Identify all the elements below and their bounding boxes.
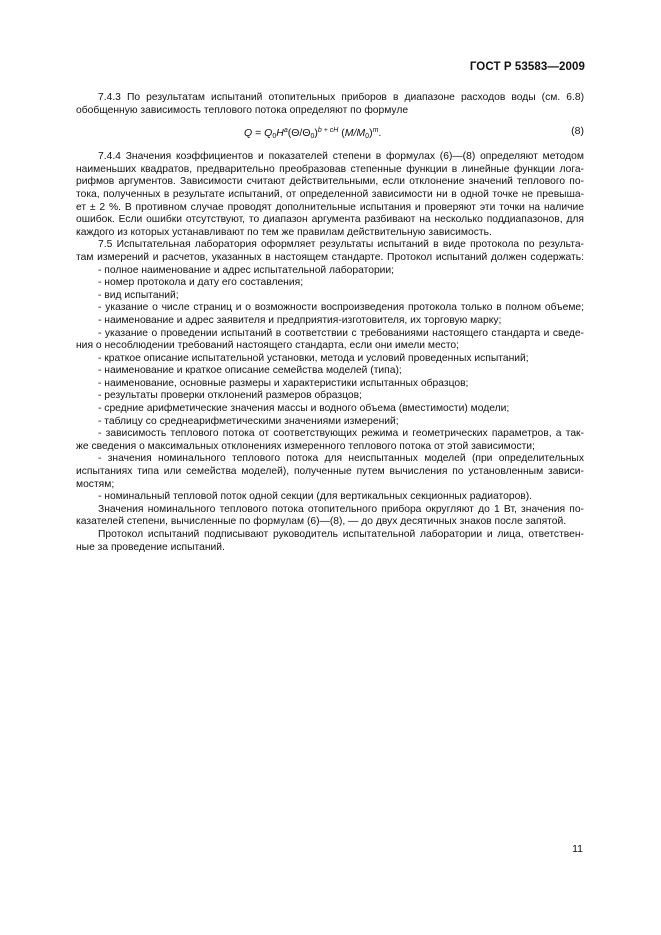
text-line: тока, полученных в результате испытаний, от определенной зависимости ни в одной точке не превыша-: [76, 188, 584, 200]
text-line: обобщенную зависимость теплового потока определяют по формуле: [76, 104, 409, 116]
text-line: ошибок. Если ошибки отсутствуют, то диапазон аргумента разбивают на несколько поддиапазонов, для: [76, 214, 584, 226]
text-line: же сведения о максимальных отклонениях измеренного теплового потока от этой зависимости;: [76, 440, 535, 452]
paragraph-7-4-4: [76, 151, 584, 239]
list-item: - наименование и адрес заявителя и предприятия-изготовителя, их торговую марку;: [98, 314, 502, 326]
text-line: казателей степени, вычисленные по формулам (6)—(8), — до двух десятичных знаков после запятой.: [76, 516, 567, 528]
list-item: - краткое описание испытательной установки, метода и условий проведенных испытаний;: [98, 352, 529, 364]
list-item: - средние арифметические значения массы и водного объема (вместимости) модели;: [98, 403, 510, 415]
text-line: каждого из которых устанавливают по тем же правилам действительную зависимость.: [76, 226, 492, 238]
text-line: Значения номинального теплового потока отопительного прибора округляют до 1 Вт, значения по-: [98, 503, 584, 515]
formula-number: (8): [571, 125, 584, 138]
list-item: - таблицу со среднеарифметическими значениями измерений;: [98, 415, 399, 427]
list-item: - результаты проверки отклонений размеров образцов;: [98, 390, 362, 402]
list-item: - наименование, основные размеры и характеристики испытанных образцов;: [98, 377, 469, 389]
text-line: ния о несоблюдении требований настоящего стандарта, если они имели место;: [76, 340, 460, 352]
formula-expression: $Q = Q_0H^a(\Theta/\Theta_0)^{b + cH}$ $(M/M_0)^m$.: [244, 127, 382, 141]
list-item: - номер протокола и дату его составления;: [98, 277, 304, 289]
text-line: мостям;: [76, 478, 115, 490]
text-line: наименьших квадратов, предварительно преобразовав степенные функции в линейные функции лога-: [76, 163, 584, 175]
text-line: 7.5 Испытательная лаборатория оформляет результаты испытаний в виде протокола по результа-: [98, 239, 584, 251]
text-line: ет ± 2 %. В противном случае проводят дополнительные испытания и проверяют эти точки на наличие: [76, 201, 584, 213]
list-item: - номинальный тепловой поток одной секции (для вертикальных секционных радиаторов).: [98, 491, 533, 503]
text-line: 7.4.4 Значения коэффициентов и показателей степени в формулах (6)—(8) определяют методом: [98, 151, 584, 163]
standard-code-header: ГОСТ Р 53583—2009: [469, 61, 585, 73]
paragraph-7-5: [76, 239, 584, 554]
page-number: 11: [572, 843, 583, 855]
list-item: - полное наименование и адрес испытательной лаборатории;: [98, 264, 395, 276]
text-line: там измерений и расчетов, указанных в настоящем стандарте. Протокол испытаний должен содержать:: [76, 251, 584, 263]
list-item: - указание о числе страниц и о возможности воспроизведения протокола только в полном объеме;: [98, 302, 584, 314]
text-line: 7.4.3 По результатам испытаний отопительных приборов в диапазоне расходов воды (см. 6.8): [98, 92, 584, 103]
formula-8: [76, 125, 584, 141]
text-line: Протокол испытаний подписывают руководитель испытательной лаборатории и лица, ответствен-: [98, 529, 584, 540]
list-item: - вид испытаний;: [98, 289, 179, 301]
text-line: рифмов аргументов. Зависимости считают действительными, если отклонение значений теплового по-: [76, 176, 584, 188]
list-item: - указание о проведении испытаний в соответствии с требованиями настоящего стандарта и сведе-: [98, 327, 584, 339]
list-item: - значения номинального теплового потока для неиспытанных моделей (при определительных: [98, 453, 584, 465]
text-line: испытаниях типа или семейства моделей), полученные путем вычисления по установленным зависи-: [76, 466, 584, 478]
paragraph-7-4-3: [76, 92, 584, 117]
document-body: [76, 92, 584, 554]
text-line: ные за проведение испытаний.: [76, 541, 225, 553]
list-item: - наименование и краткое описание семейства моделей (типа);: [98, 365, 402, 377]
list-item: - зависимость теплового потока от соответствующих режима и геометрических параметров, а так-: [98, 428, 584, 440]
